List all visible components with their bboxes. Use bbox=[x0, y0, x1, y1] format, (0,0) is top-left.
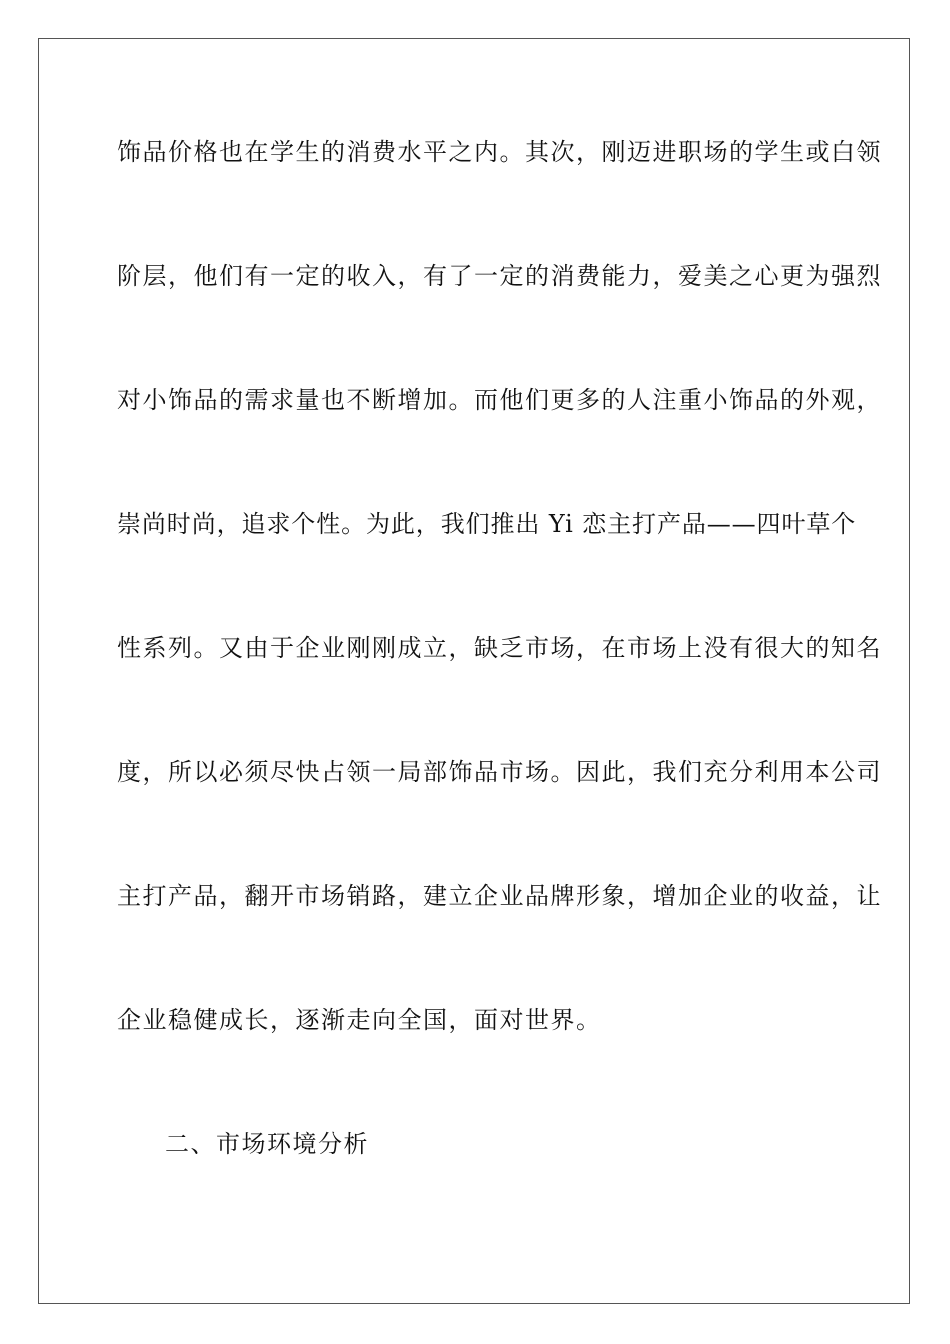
paragraph-line-8: 企业稳健成长，逐渐走向全国，面对世界。 bbox=[117, 1006, 602, 1034]
section-heading: 二、市场环境分析 bbox=[165, 1130, 369, 1158]
paragraph-line-1: 饰品价格也在学生的消费水平之内。其次，刚迈进职场的学生或白领 bbox=[117, 138, 882, 166]
paragraph-line-4: 崇尚时尚，追求个性。为此，我们推出 Yi 恋主打产品——四叶草个 bbox=[117, 510, 857, 538]
paragraph-line-3: 对小饰品的需求量也不断增加。而他们更多的人注重小饰品的外观， bbox=[117, 386, 882, 414]
paragraph-line-7: 主打产品，翻开市场销路，建立企业品牌形象，增加企业的收益，让 bbox=[117, 882, 882, 910]
paragraph-line-6: 度，所以必须尽快占领一局部饰品市场。因此，我们充分利用本公司 bbox=[117, 758, 882, 786]
paragraph-line-2: 阶层，他们有一定的收入，有了一定的消费能力，爱美之心更为强烈 bbox=[117, 262, 882, 290]
page-border bbox=[38, 38, 910, 1304]
paragraph-line-5: 性系列。又由于企业刚刚成立，缺乏市场，在市场上没有很大的知名 bbox=[117, 634, 882, 662]
